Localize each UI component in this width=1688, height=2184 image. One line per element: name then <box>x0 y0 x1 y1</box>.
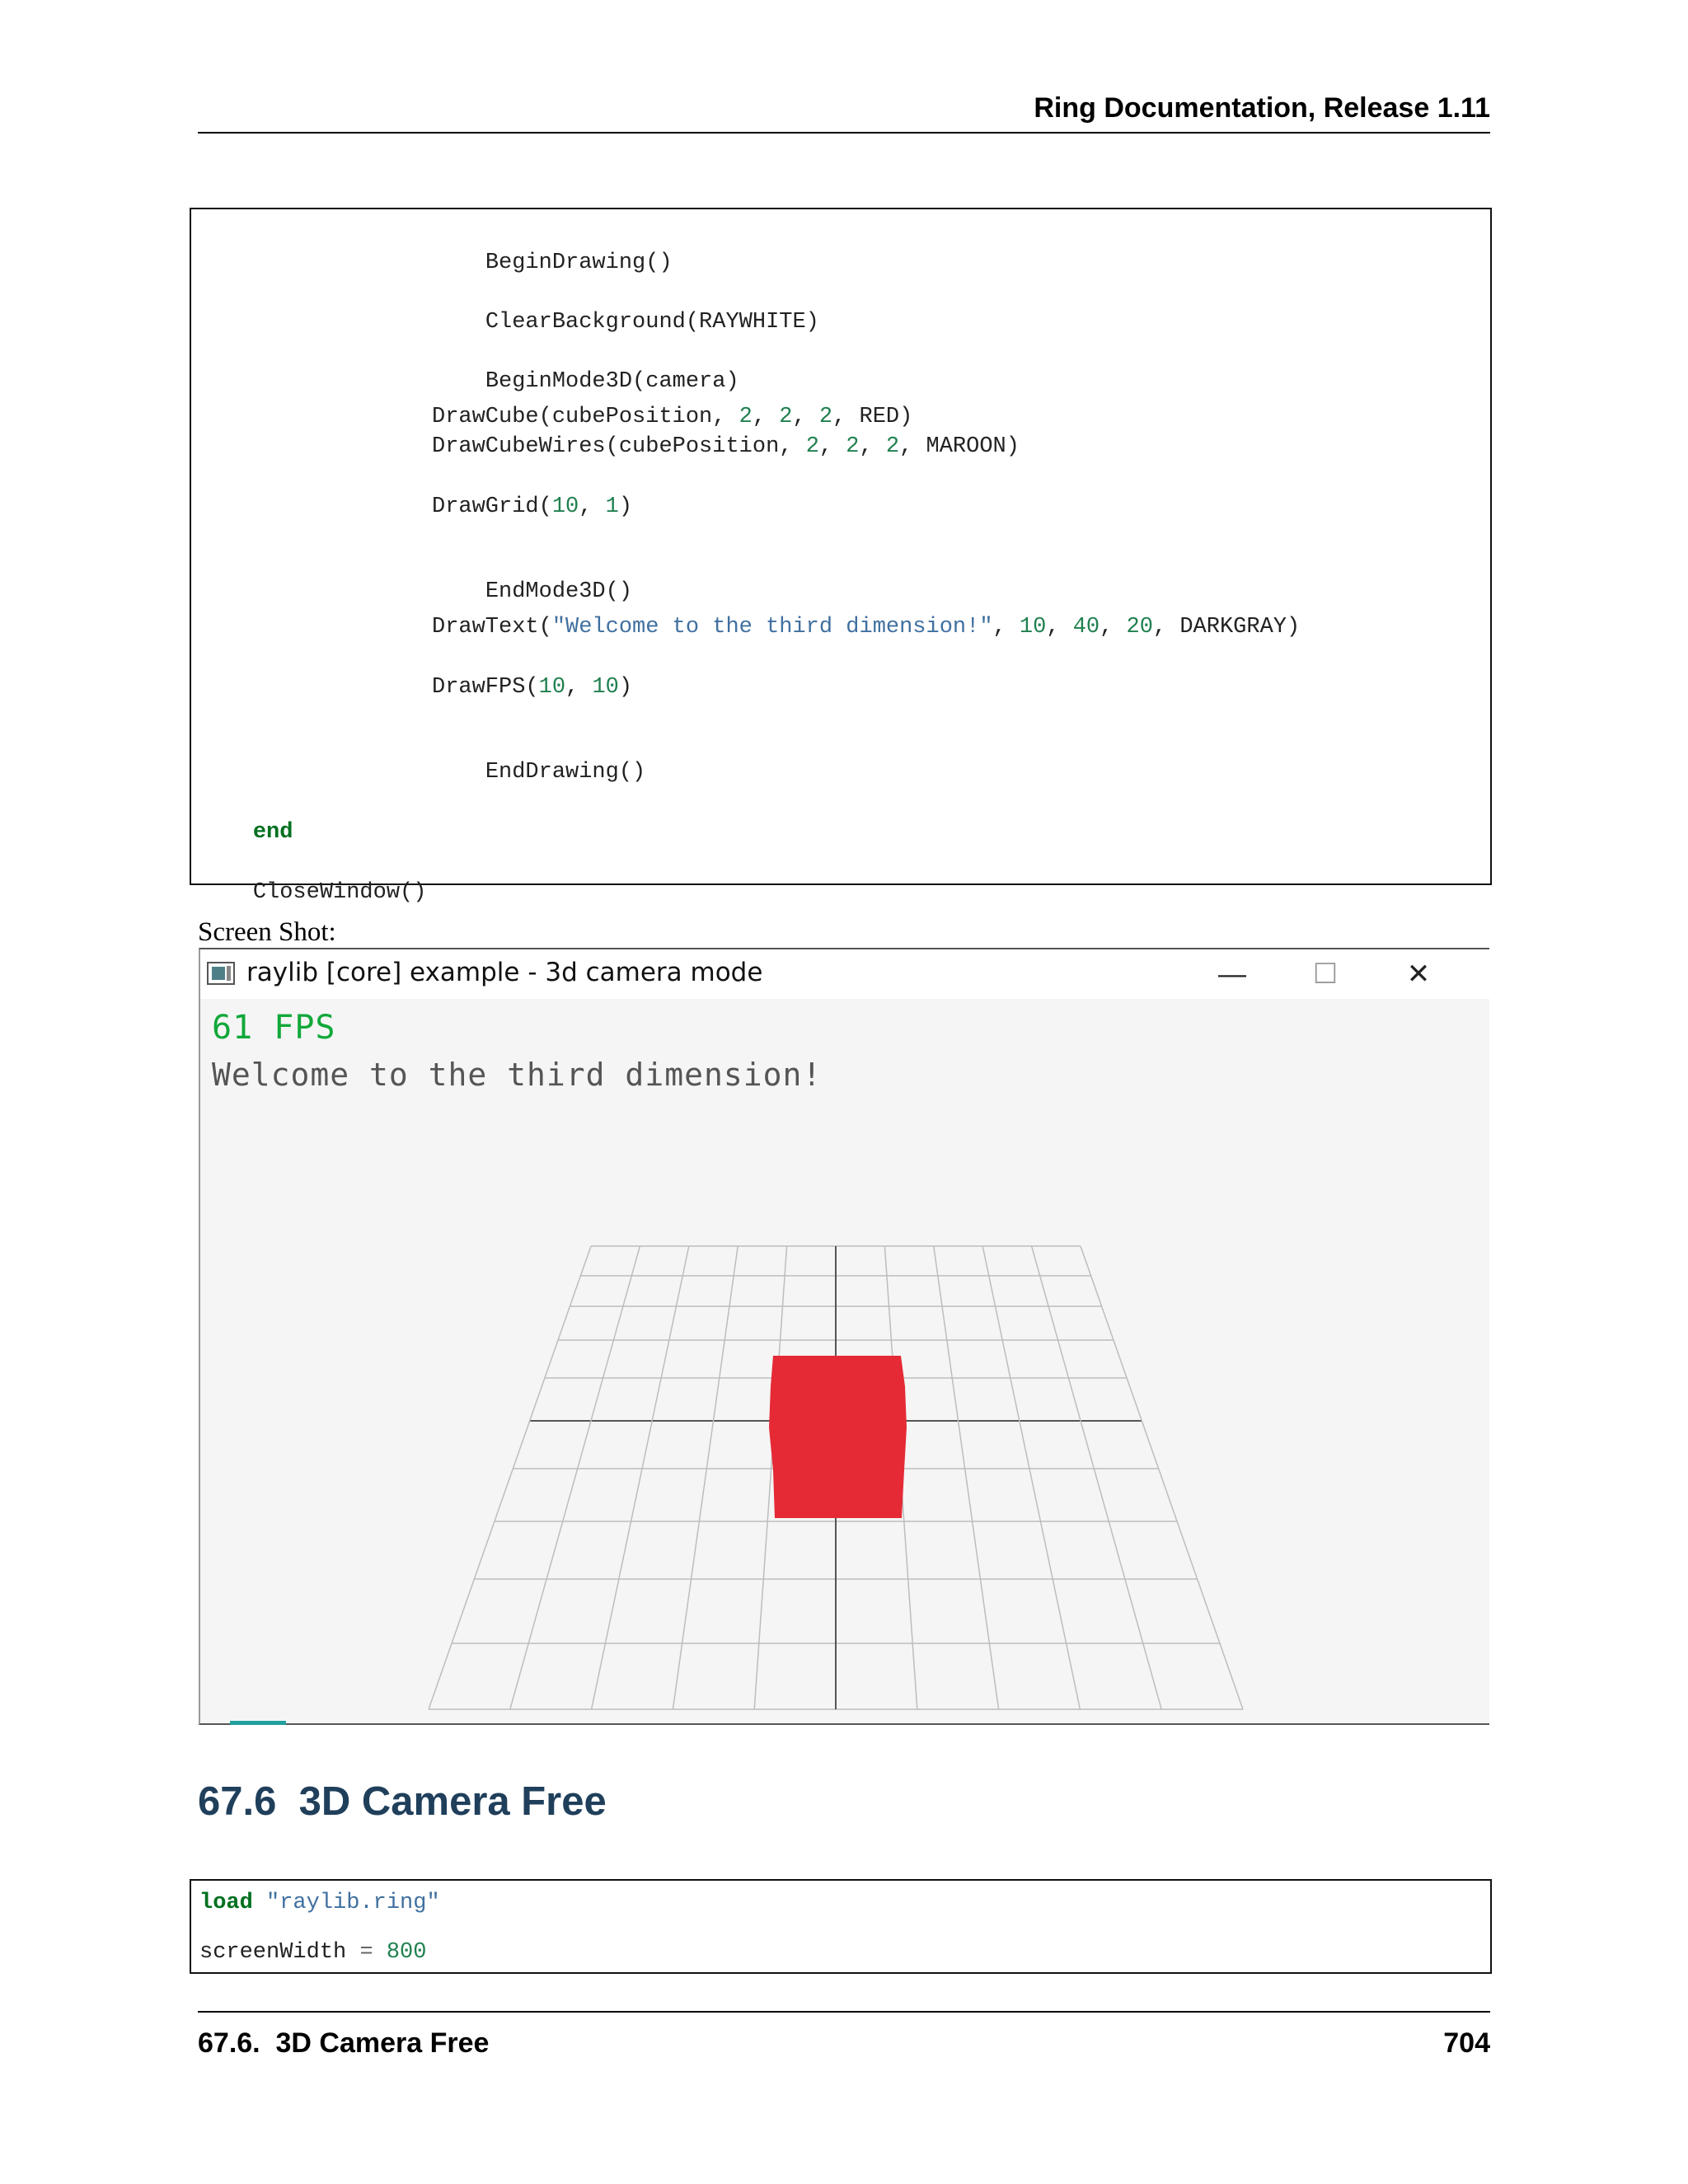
code-block-drawing-loop <box>190 208 1492 905</box>
code-token <box>346 1940 359 1965</box>
code-string: "Welcome to the third dimension!" <box>551 615 993 640</box>
code-number: 1 <box>605 494 619 519</box>
welcome-text: Welcome to the third dimension! <box>212 1057 823 1093</box>
header-title: Ring Documentation, Release 1.11 <box>1034 92 1490 124</box>
code-line <box>199 1891 440 1915</box>
app-icon <box>207 962 235 985</box>
code-number: 2 <box>818 405 833 429</box>
screenshot-label: Screen Shot: <box>198 917 336 947</box>
grid-line <box>510 1246 640 1709</box>
running-header <box>198 92 1490 134</box>
code-number: 2 <box>846 434 860 459</box>
code-token: DrawCube(cubePosition, <box>432 405 739 429</box>
code-token: , <box>992 615 1020 640</box>
code-number: 2 <box>779 405 793 429</box>
grid-line <box>673 1246 738 1709</box>
code-token: DrawGrid( <box>432 494 552 519</box>
code-token <box>373 1940 387 1965</box>
code-token: , <box>579 494 606 519</box>
code-number: 2 <box>885 434 900 459</box>
code-line <box>432 434 1020 459</box>
code-token: DrawText( <box>432 615 552 640</box>
grid-line <box>429 1246 591 1709</box>
code-token: , RED) <box>832 405 913 429</box>
cube-front-face <box>769 1356 907 1518</box>
code-number: 10 <box>592 675 619 700</box>
page-footer <box>198 2011 1490 2059</box>
code-operator: = <box>359 1940 373 1965</box>
close-icon: ✕ <box>1406 958 1431 990</box>
grid-line <box>1032 1246 1162 1709</box>
raylib-window <box>199 948 1489 1725</box>
code-number: 10 <box>538 675 566 700</box>
code-line <box>432 405 912 429</box>
code-token: , MAROON) <box>899 434 1020 459</box>
red-cube <box>769 1356 907 1518</box>
code-block-camera-free <box>190 1879 1492 1974</box>
code-number: 40 <box>1072 615 1100 640</box>
code-token: ) <box>618 675 633 700</box>
minimize-icon: — <box>1218 958 1246 990</box>
code-token: , <box>859 434 886 459</box>
code-line <box>432 494 632 519</box>
code-token: ClearBackground(RAYWHITE) <box>485 310 819 335</box>
footer-section: 67.6. 3D Camera Free <box>198 2027 490 2059</box>
decorative-underline <box>230 1721 286 1725</box>
code-token <box>253 1891 266 1915</box>
section-number: 67.6 <box>198 1779 277 1824</box>
close-button[interactable] <box>1394 956 1443 992</box>
code-token: , <box>565 675 593 700</box>
code-string: "raylib.ring" <box>266 1891 440 1915</box>
code-number: 2 <box>805 434 819 459</box>
code-number: 2 <box>738 405 753 429</box>
code-token: ) <box>618 494 633 519</box>
window-title: raylib [core] example - 3d camera mode <box>246 958 763 987</box>
code-token: , <box>792 405 819 429</box>
code-token: EndMode3D() <box>485 579 633 604</box>
code-number: 800 <box>386 1940 427 1965</box>
code-line <box>432 675 632 700</box>
grid-line <box>982 1246 1080 1709</box>
code-token: DrawFPS( <box>432 675 539 700</box>
render-viewport <box>200 999 1489 1725</box>
grid-line <box>934 1246 999 1709</box>
code-token: EndDrawing() <box>485 760 646 785</box>
grid-line <box>592 1246 689 1709</box>
code-token: , <box>752 405 780 429</box>
page-number: 704 <box>1443 2027 1490 2059</box>
code-token: screenWidth <box>199 1940 347 1965</box>
section-title: 3D Camera Free <box>298 1779 607 1824</box>
window-titlebar <box>200 949 1489 999</box>
grid-line <box>1081 1246 1243 1709</box>
scene-canvas <box>200 999 1488 1725</box>
code-token: , <box>1100 615 1127 640</box>
maximize-button[interactable] <box>1301 956 1350 992</box>
code-token: , <box>818 434 846 459</box>
code-line <box>432 615 1300 640</box>
minimize-button[interactable] <box>1207 956 1257 992</box>
section-heading <box>198 1779 607 1825</box>
code-token: CloseWindow() <box>252 880 427 905</box>
code-token: DrawCubeWires(cubePosition, <box>432 434 806 459</box>
fps-counter: 61 FPS <box>212 1009 336 1047</box>
code-number: 10 <box>1019 615 1047 640</box>
code-token: BeginMode3D(camera) <box>485 369 739 394</box>
code-token: BeginDrawing() <box>485 251 673 275</box>
code-line <box>199 1940 426 1965</box>
code-keyword: end <box>252 820 293 845</box>
code-line <box>432 735 645 809</box>
code-number: 10 <box>551 494 579 519</box>
maximize-icon: ☐ <box>1312 958 1339 990</box>
code-token: , <box>1046 615 1073 640</box>
code-token: , DARKGRAY) <box>1152 615 1301 640</box>
code-number: 20 <box>1126 615 1153 640</box>
code-keyword: load <box>199 1891 253 1915</box>
